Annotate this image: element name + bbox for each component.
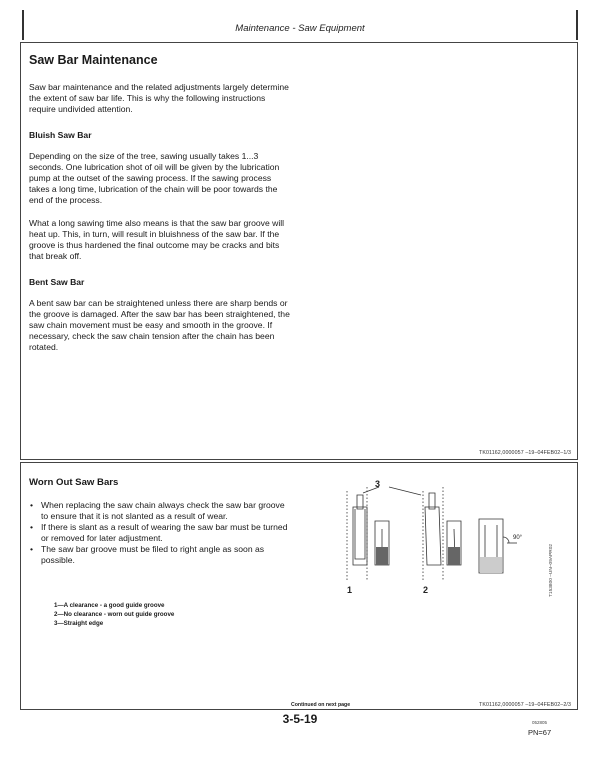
legend-item: 2—No clearance - worn out guide groove bbox=[54, 611, 175, 618]
bluish-paragraph: Depending on the size of the tree, sawing usually takes 1...3 seconds. One lubrication shot of oil will be given by the lubrication pump at the outset of the sawing process. If the sawing process takes a long time, lubrication of the chain will be poor towards the end of the process. bbox=[29, 151, 280, 205]
section-title: Worn Out Saw Bars bbox=[29, 477, 119, 488]
subheading-bent-saw-bar: Bent Saw Bar bbox=[29, 277, 85, 287]
list-item: • The saw bar groove must be filed to right angle as soon as possible. bbox=[29, 544, 294, 566]
figure-label-3: 3 bbox=[375, 479, 381, 489]
page-number: 3-5-19 bbox=[282, 712, 318, 726]
list-item: • When replacing the saw chain always check the saw bar groove to ensure that it is not slanted as a result of wear. bbox=[29, 500, 294, 522]
subheading-bluish-saw-bar: Bluish Saw Bar bbox=[29, 130, 92, 140]
intro-paragraph: Saw bar maintenance and the related adjustments largely determine the extent of saw bar life. This is why the following instructions require undivided attention. bbox=[29, 82, 289, 114]
figure-label-1: 1 bbox=[347, 585, 353, 595]
groove-heat-paragraph: What a long sawing time also means is that the saw bar groove will heat up. This, in turn, will result in bluishness of the saw bar. If the groove is thus hardened the final outcome may be cracks and bits that break off. bbox=[29, 218, 285, 261]
bent-paragraph: A bent saw bar can be straightened unless there are sharp bends or the groove is damaged. After the saw bar has been straightened, the saw chain movement must be easy and smooth in the groove. If necessary, check the saw chain tension after the chain has been rotated. bbox=[29, 298, 290, 352]
svg-text:T153800 –UN–09APR02: T153800 –UN–09APR02 bbox=[549, 543, 554, 597]
legend-item: 3—Straight edge bbox=[54, 620, 104, 627]
legend-item: 1—A clearance - a good guide groove bbox=[54, 602, 165, 609]
saw-bar-maintenance-panel bbox=[20, 42, 578, 460]
page-header-title: Maintenance - Saw Equipment bbox=[235, 23, 365, 34]
continued-note: Continued on next page bbox=[291, 702, 351, 708]
bullet-list bbox=[29, 500, 294, 566]
reference-code: TK01162,0000057 –19–04FEB02–2/3 bbox=[479, 702, 571, 708]
reference-code: TK01162,0000057 –19–04FEB02–1/3 bbox=[479, 450, 571, 456]
figure-legend bbox=[54, 601, 174, 628]
figure-id bbox=[545, 529, 555, 599]
angle-label: 90° bbox=[513, 535, 523, 541]
pn-number: PN=67 bbox=[528, 728, 552, 737]
list-item: • If there is slant as a result of wearing the saw bar must be turned or removed for later adjustment. bbox=[29, 522, 294, 544]
worn-out-saw-bars-panel bbox=[20, 462, 578, 710]
figure-label-2: 2 bbox=[423, 585, 429, 595]
saw-bar-groove-illustration bbox=[317, 477, 541, 597]
date-code: 052805 bbox=[532, 720, 548, 725]
section-title: Saw Bar Maintenance bbox=[29, 53, 158, 67]
